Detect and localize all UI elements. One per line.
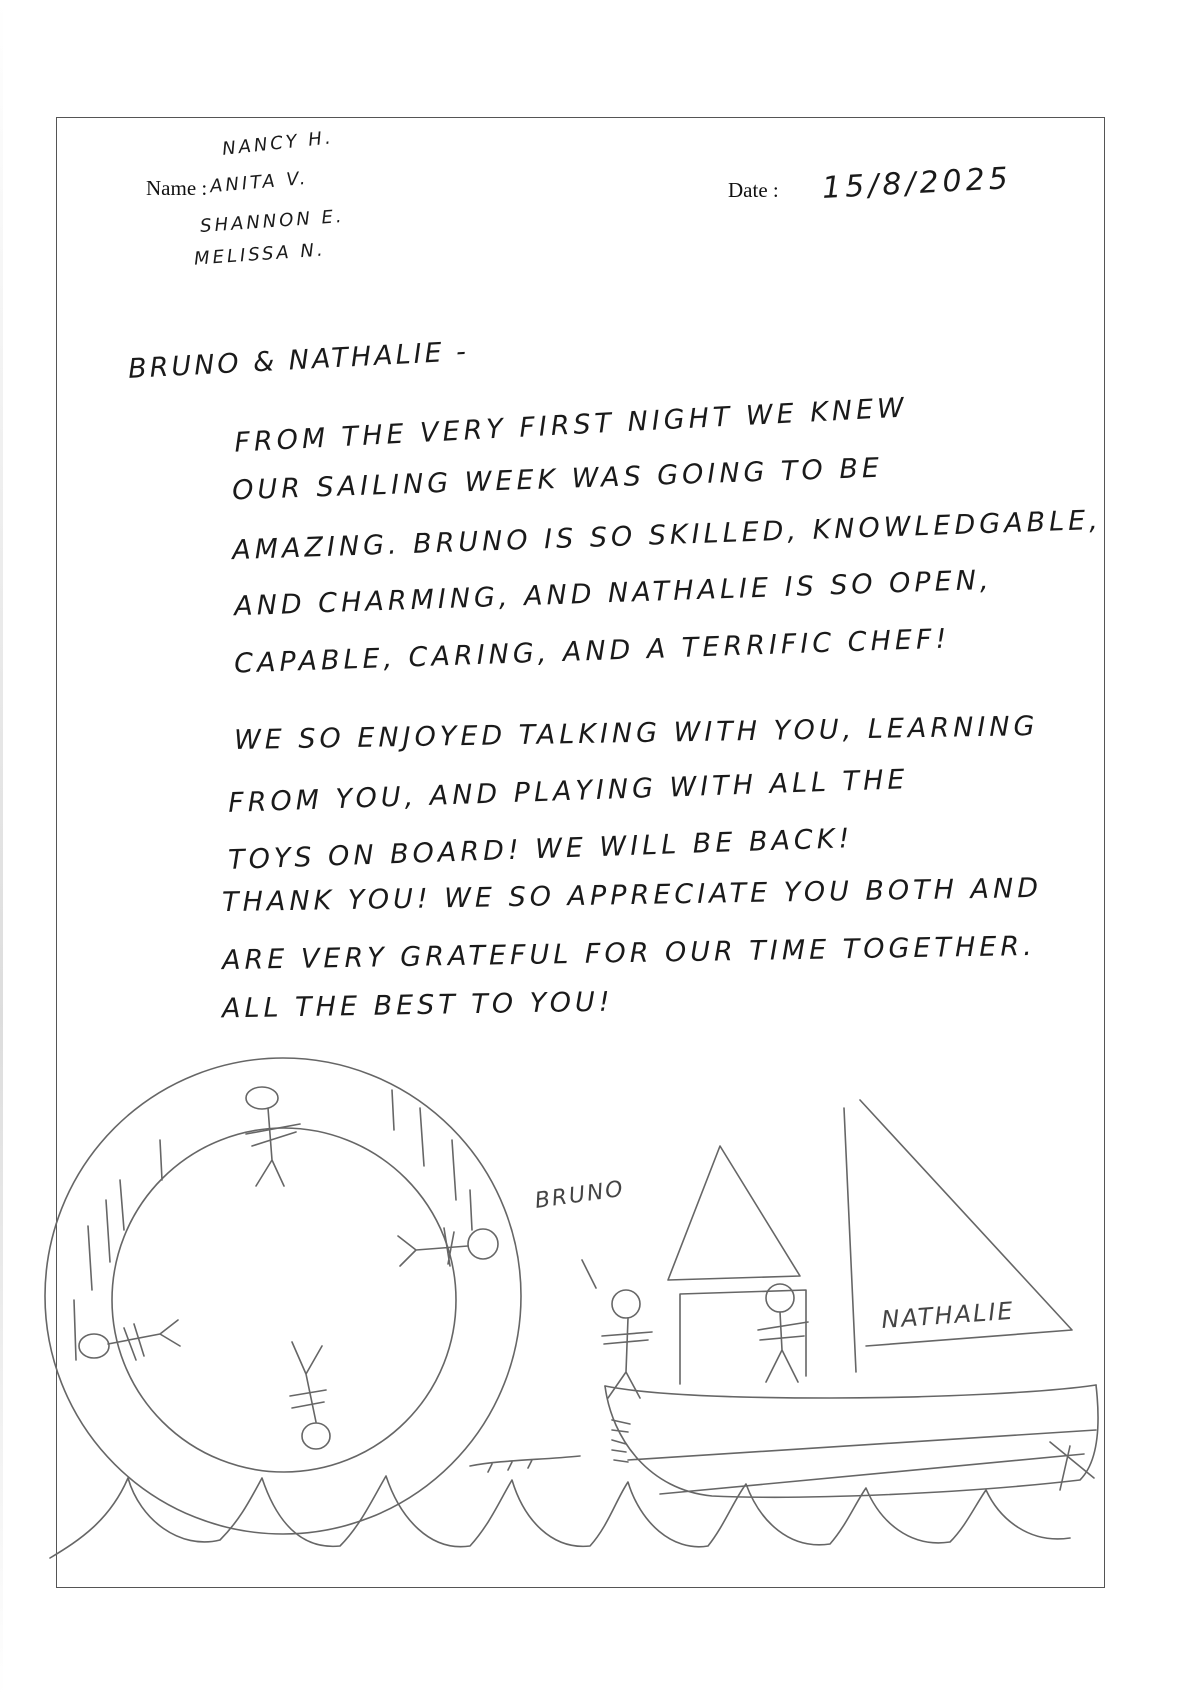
letter-line-8: TOYS ON BOARD! WE WILL BE BACK! (227, 823, 854, 876)
label-nathalie: NATHALIE (880, 1296, 1016, 1334)
nathalie-figure (758, 1284, 808, 1382)
date-label: Date : (728, 178, 779, 202)
letter-line-4: AND CHARMING, AND NATHALIE IS SO OPEN, (233, 564, 993, 623)
bruno-figure (582, 1260, 652, 1398)
name-2: ANITA V. (209, 167, 310, 198)
letter-line-10: ARE VERY GRATEFUL FOR OUR TIME TOGETHER. (221, 930, 1036, 977)
life-ring-drawing (45, 1058, 521, 1534)
ring-figure-right (398, 1228, 498, 1266)
letter-line-7: FROM YOU, AND PLAYING WITH ALL THE (227, 764, 909, 819)
name-4: MELISSA N. (193, 239, 327, 270)
waves-drawing (50, 1456, 1070, 1558)
letter-line-11: ALL THE BEST TO YOU! (221, 986, 614, 1025)
ring-figure-bottom (290, 1342, 330, 1449)
name-label: Name : (146, 176, 208, 200)
letter-line-3: AMAZING. BRUNO IS SO SKILLED, KNOWLEDGABLE, (231, 504, 1103, 567)
ring-figure-top (246, 1087, 300, 1186)
salutation: BRUNO & NATHALIE - (127, 336, 470, 385)
ring-figure-left (79, 1320, 180, 1360)
name-3: SHANNON E. (199, 205, 346, 238)
sailboat-drawing (605, 1100, 1098, 1497)
letter-line-2: OUR SAILING WEEK WAS GOING TO BE (231, 452, 884, 507)
letter-line-5: CAPABLE, CARING, AND A TERRIFIC CHEF! (233, 623, 951, 680)
label-bruno: BRUNO (533, 1176, 627, 1214)
letter-line-9: THANK YOU! WE SO APPRECIATE YOU BOTH AND (221, 872, 1043, 919)
letter-line-1: FROM THE VERY FIRST NIGHT WE KNEW (233, 392, 909, 459)
letter-line-6: WE SO ENJOYED TALKING WITH YOU, LEARNING (233, 710, 1039, 757)
name-1: NANCY H. (221, 127, 335, 160)
date-value: 15/8/2025 (821, 161, 1013, 206)
